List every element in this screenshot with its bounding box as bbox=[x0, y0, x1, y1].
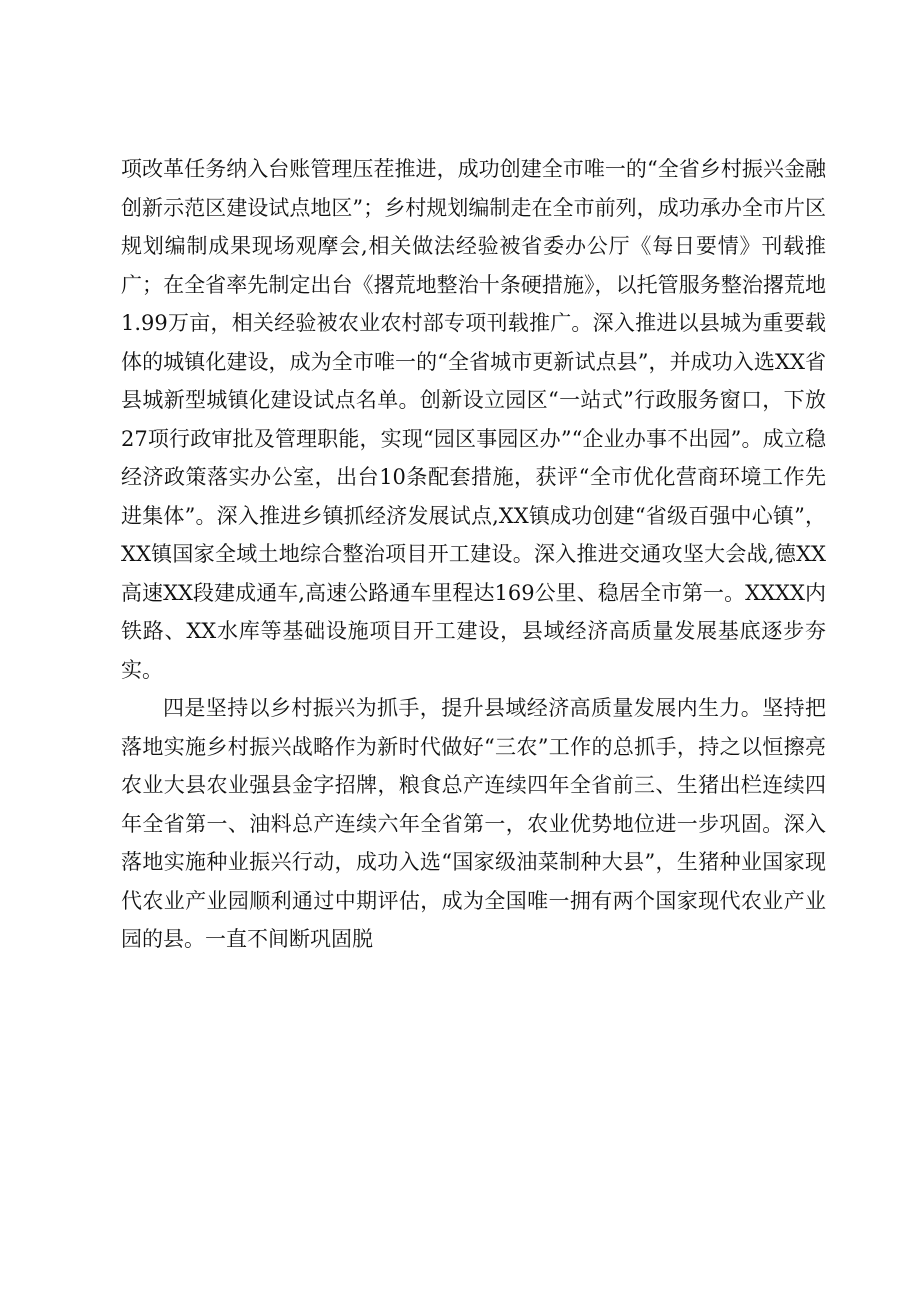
document-body bbox=[121, 150, 826, 959]
paragraph-reform-achievements: 项改革任务纳入台账管理压茬推进，成功创建全市唯一的“全省乡村振兴金融创新示范区建设试点地区”；乡村规划编制走在全市前列，成功承办全市片区规划编制成果现场观摩会,相关做法经验被省委办公厅《每日要情》刊载推广；在全省率先制定出台《撂荒地整治十条硬措施》，以托管服务整治撂荒地1.99万亩，相关经验被农业农村部专项刊载推广。深入推进以县城为重要载体的城镇化建设，成为全市唯一的“全省城市更新试点县”，并成功入选XX省县城新型城镇化建设试点名单。创新设立园区“一站式”行政服务窗口，下放27项行政审批及管理职能，实现“园区事园区办”“企业办事不出园”。成立稳经济政策落实办公室，出台10条配套措施，获评“全市优化营商环境工作先进集体”。深入推进乡镇抓经济发展试点,XX镇成功创建“省级百强中心镇”，XX镇国家全域土地综合整治项目开工建设。深入推进交通攻坚大会战,德XX高速XX段建成通车,高速公路通车里程达169公里、稳居全市第一。XXXX内铁路、XX水库等基础设施项目开工建设，县域经济高质量发展基底逐步夯实。 bbox=[121, 157, 826, 682]
paragraph-rural-revitalization: 四是坚持以乡村振兴为抓手，提升县域经济高质量发展内生力。坚持把落地实施乡村振兴战略作为新时代做好“三农”工作的总抓手，持之以恒擦亮农业大县农业强县金字招牌，粮食总产连续四年全省前三、生猪出栏连续四年全省第一、油料总产连续六年全省第一，农业优势地位进一步巩固。深入落地实施种业振兴行动，成功入选“国家级油菜制种大县”，生猪种业国家现代农业产业园顺利通过中期评估，成为全国唯一拥有两个国家现代农业产业园的县。一直不间断巩固脱 bbox=[121, 696, 826, 951]
